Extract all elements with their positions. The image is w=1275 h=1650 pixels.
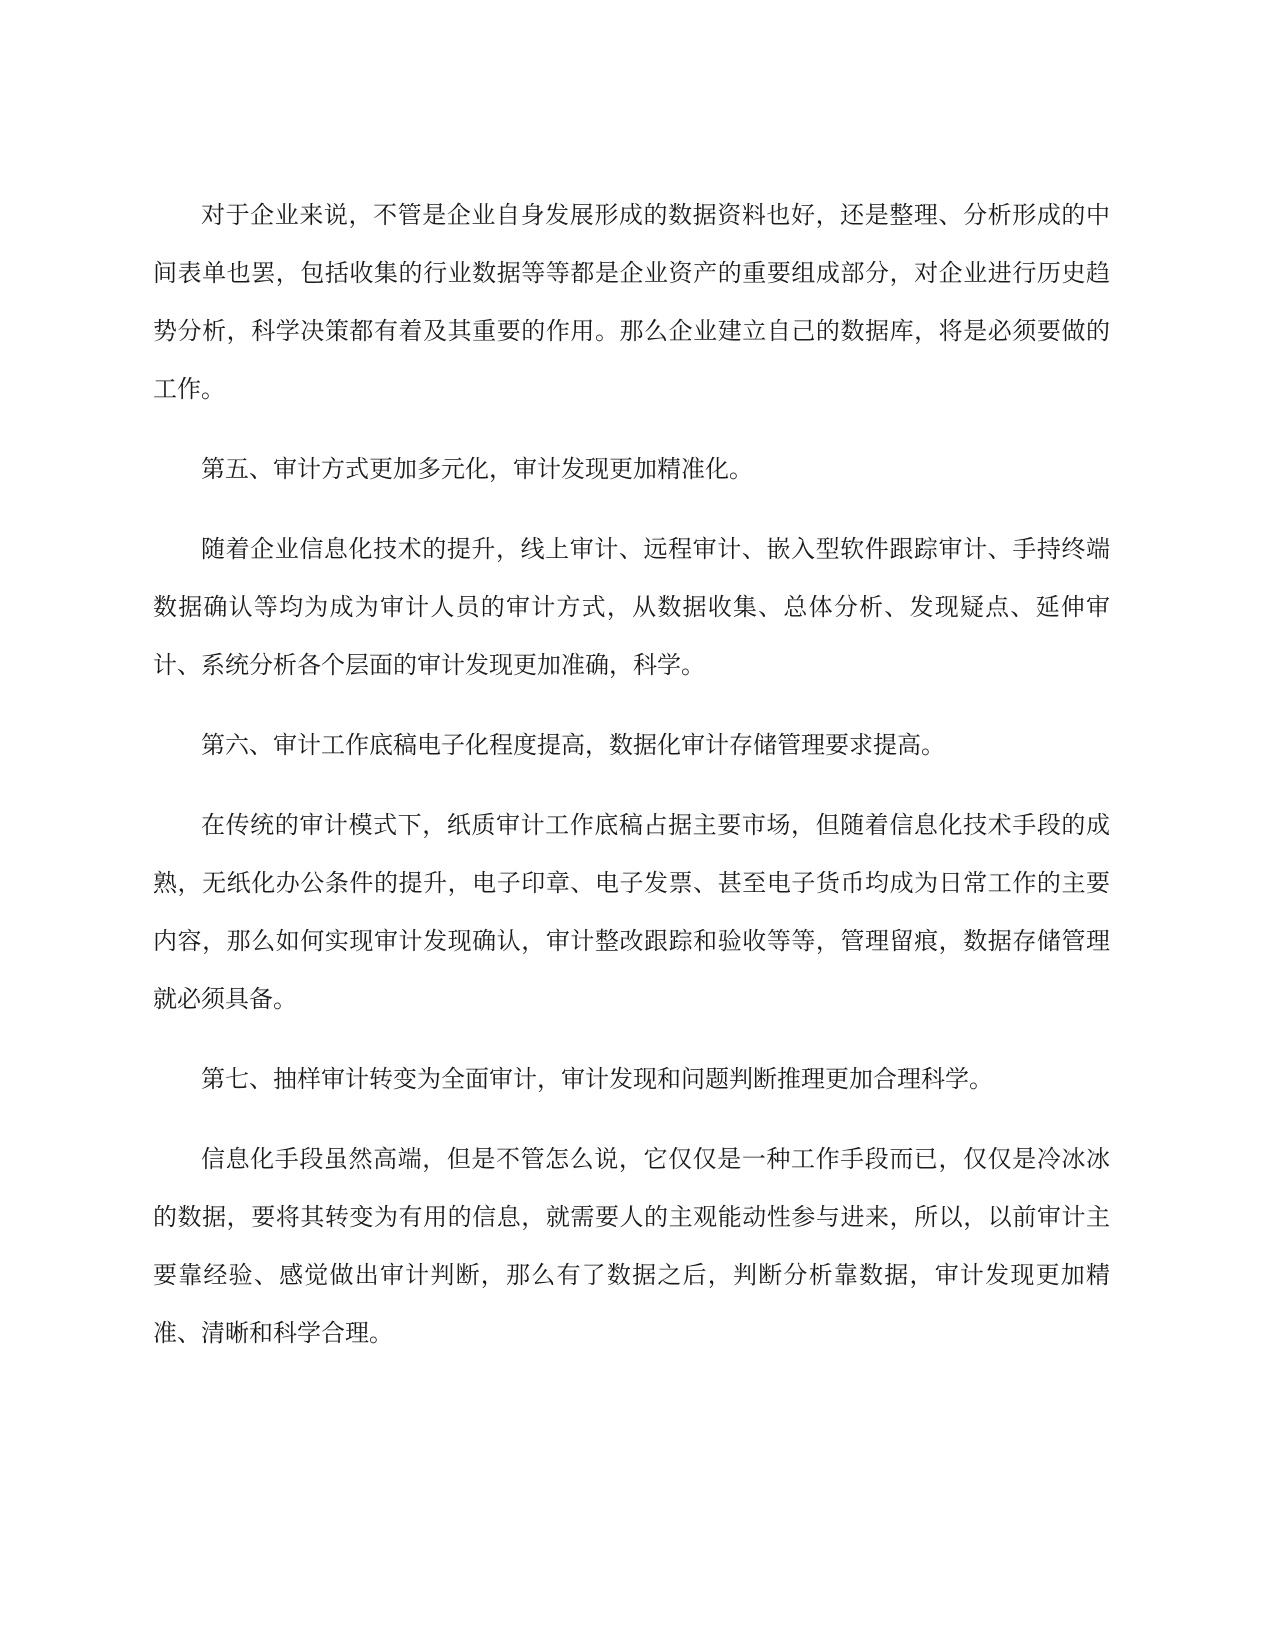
paragraph-audit-methods: 随着企业信息化技术的提升，线上审计、远程审计、嵌入型软件跟踪审计、手持终端数据确认等均为成为审计人员的审计方式，从数据收集、总体分析、发现疑点、延伸审计、系统分析各个层面的审计发现更加准确，科学。 [153,535,1110,679]
paragraph-working-papers: 在传统的审计模式下，纸质审计工作底稿占据主要市场，但随着信息化技术手段的成熟，无纸化办公条件的提升，电子印章、电子发票、甚至电子货币均成为日常工作的主要内容，那么如何实现审计发现确认，审计整改跟踪和验收等等，管理留痕，数据存储管理就必须具备。 [153,811,1110,1013]
document-body [153,186,1110,1384]
heading-point-seven: 第七、抽样审计转变为全面审计，审计发现和问题判断推理更加合理科学。 [201,1065,993,1093]
heading-point-six: 第六、审计工作底稿电子化程度提高，数据化审计存储管理要求提高。 [201,731,945,759]
paragraph-enterprise-data: 对于企业来说，不管是企业自身发展形成的数据资料也好，还是整理、分析形成的中间表单也罢，包括收集的行业数据等等都是企业资产的重要组成部分，对企业进行历史趋势分析，科学决策都有着及其重要的作用。那么企业建立自己的数据库，将是必须要做的工作。 [153,201,1110,403]
heading-point-five: 第五、审计方式更加多元化，审计发现更加精准化。 [201,455,753,483]
paragraph-full-audit: 信息化手段虽然高端，但是不管怎么说，它仅仅是一种工作手段而已，仅仅是冷冰冰的数据，要将其转变为有用的信息，就需要人的主观能动性参与进来，所以，以前审计主要靠经验、感觉做出审计判断，那么有了数据之后，判断分析靠数据，审计发现更加精准、清晰和科学合理。 [153,1145,1110,1347]
